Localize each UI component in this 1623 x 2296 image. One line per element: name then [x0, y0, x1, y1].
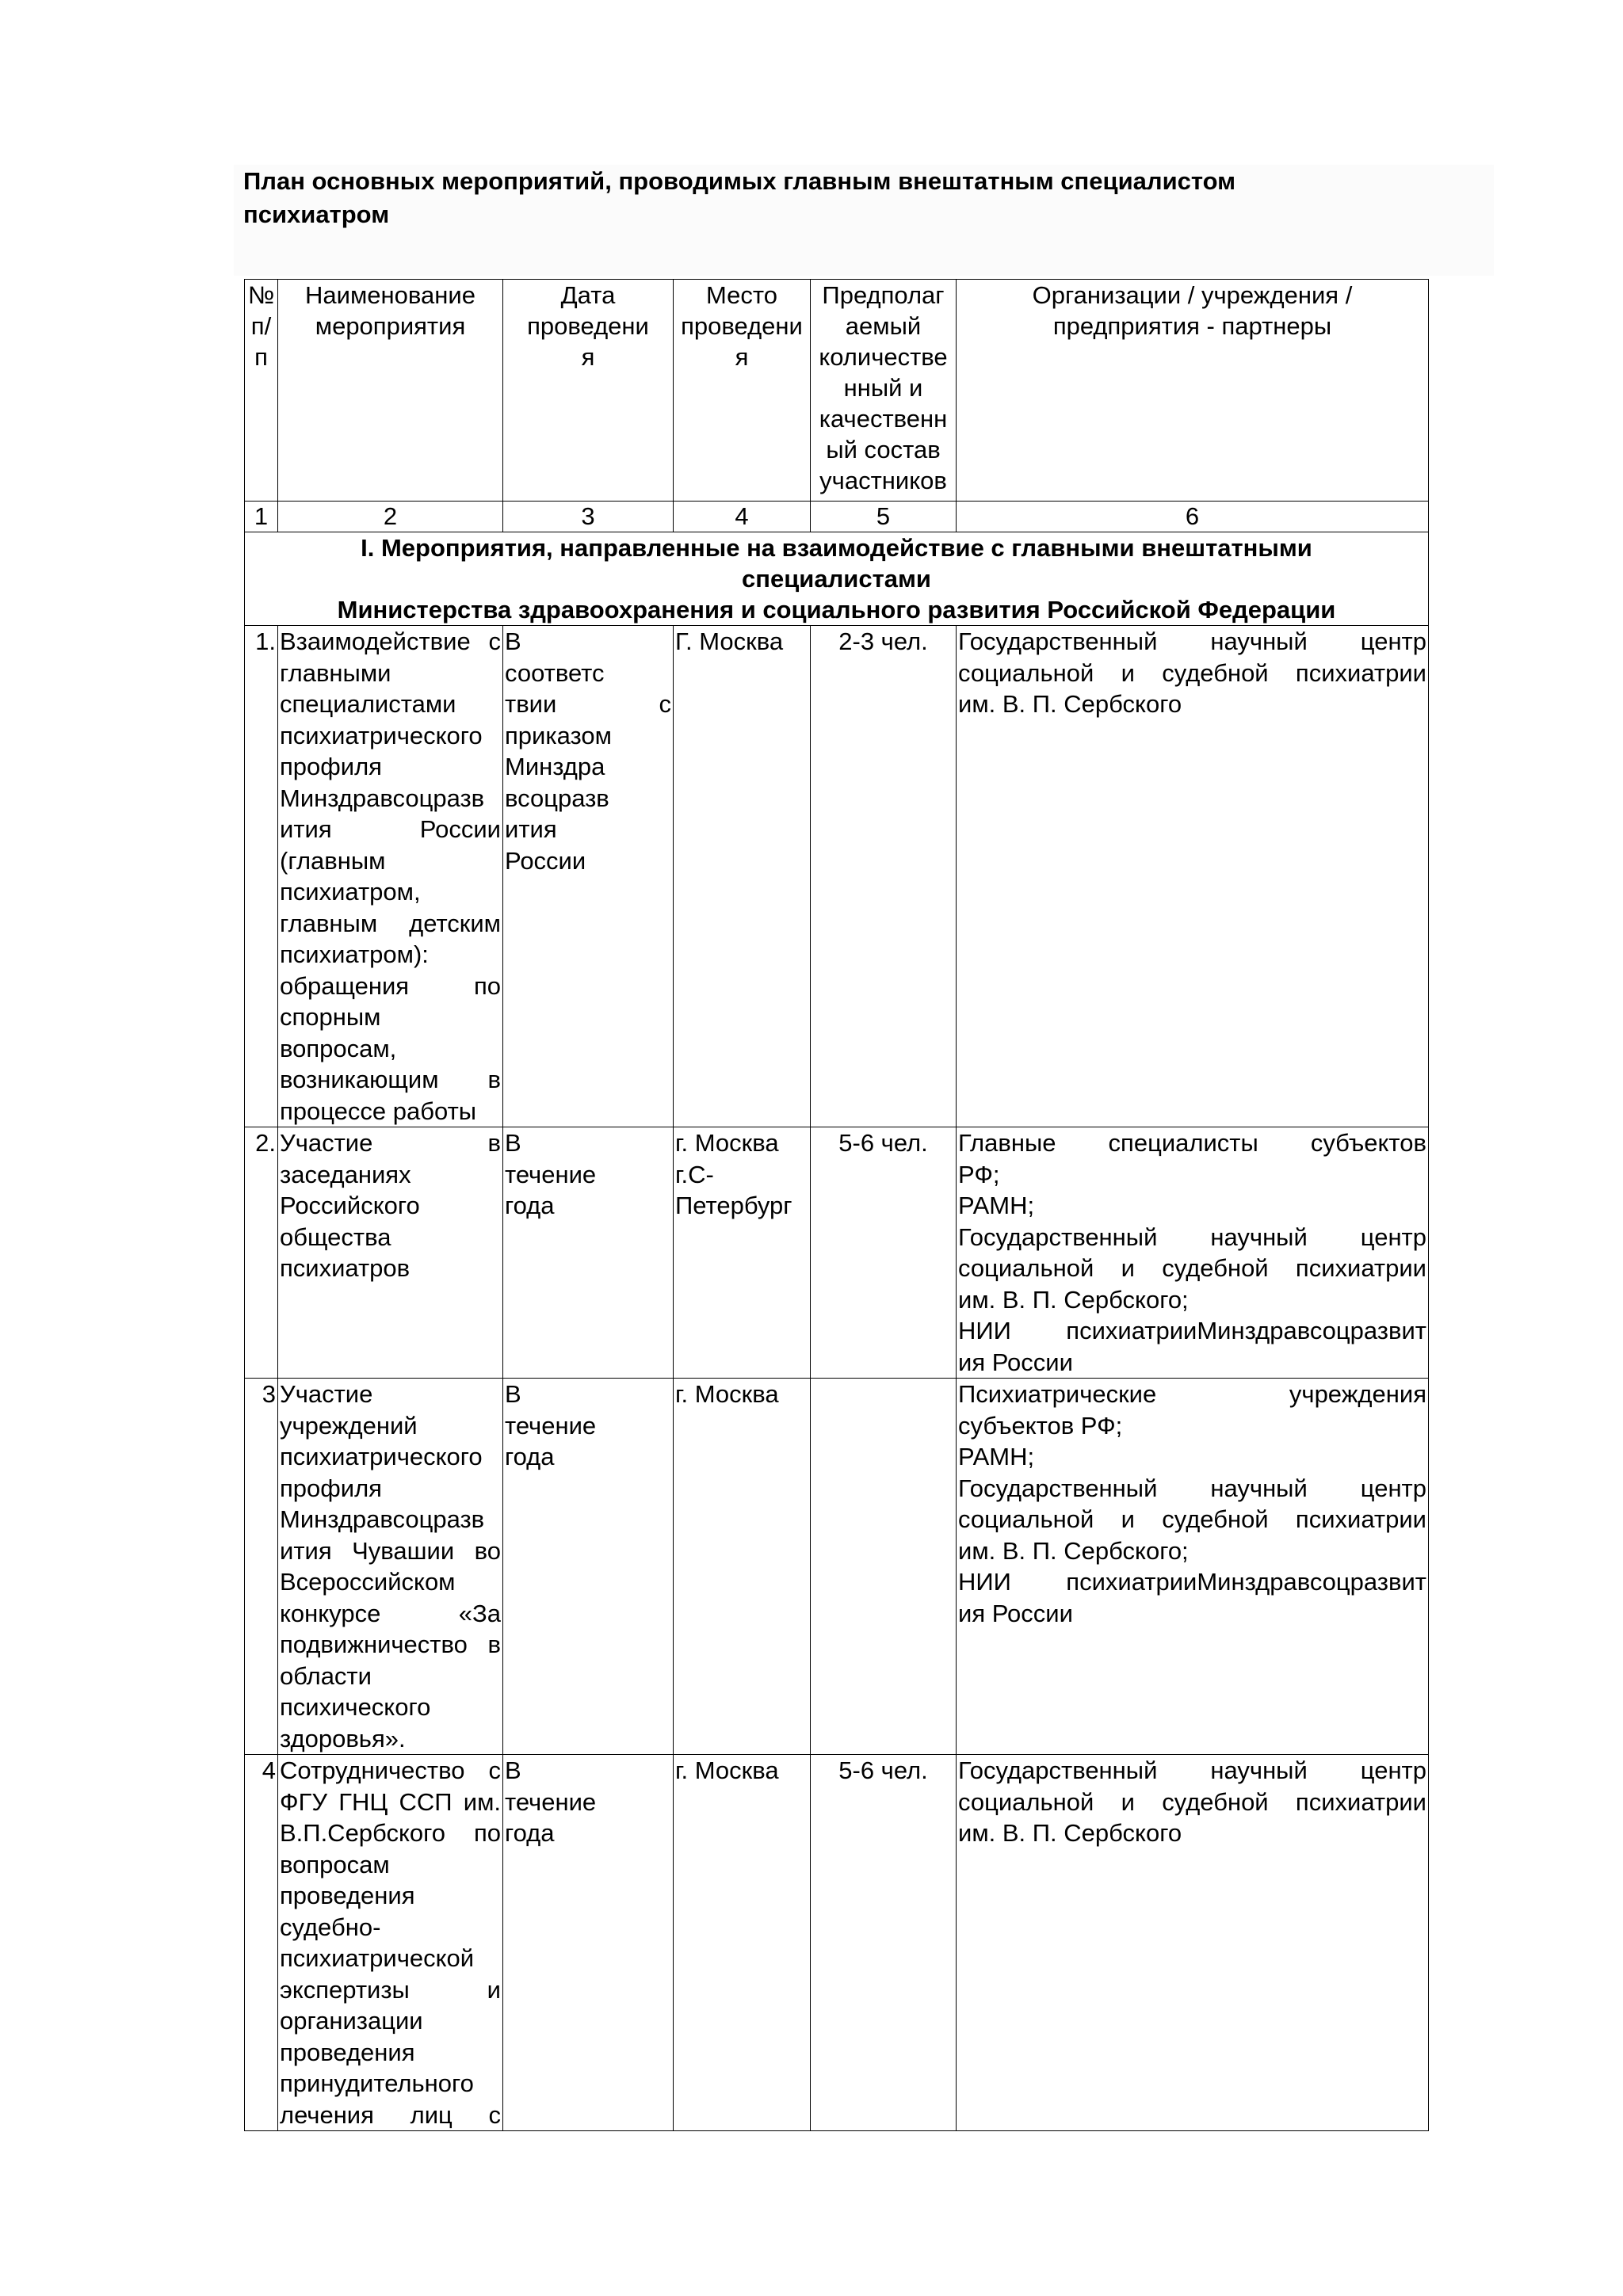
cell-text-line: № — [247, 281, 275, 309]
cell-text-line: психиатров — [280, 1254, 411, 1282]
partner-organizations — [957, 1755, 1429, 2131]
cell-text-line: Государственный научный центр — [958, 1756, 1426, 1784]
cell-text-line: конкурсе «За — [280, 1599, 501, 1627]
cell-text-line: течение — [505, 1411, 597, 1440]
cell-text-line: Предполаг — [822, 281, 945, 309]
cell-text-line: участников — [819, 467, 947, 494]
cell-text-line: года — [505, 1819, 555, 1847]
cell-text-line: главными — [280, 658, 391, 687]
cell-text-line: проведени — [527, 312, 649, 340]
cell-text-line: Г. Москва — [675, 627, 784, 655]
cell-text-line: Участие — [280, 1380, 373, 1408]
event-place — [674, 1379, 811, 1755]
event-date — [503, 1127, 674, 1379]
cell-text-line: вопросам — [280, 1850, 390, 1878]
cell-text-line: количестве — [819, 343, 948, 371]
partner-organizations — [957, 626, 1429, 1127]
participants-count: 5-6 чел. — [811, 1755, 957, 2131]
cell-text-line: социальной и судебной психиатрии — [958, 658, 1426, 687]
row-number: 4 — [245, 1755, 278, 2131]
event-date — [503, 1379, 674, 1755]
cell-text-line: социальной и судебной психиатрии — [958, 1787, 1426, 1816]
cell-text-line: ФГУ ГНЦ ССП им. — [280, 1787, 501, 1816]
cell-text-line: обращения по — [280, 971, 501, 1000]
header-event-name — [278, 280, 503, 502]
table-row — [245, 1127, 1429, 1379]
cell-text-line: Государственный научный центр — [958, 1222, 1426, 1251]
column-number: 3 — [503, 502, 674, 532]
cell-text-line: социальной и судебной психиатрии — [958, 1254, 1426, 1282]
cell-text-line: психиатрического — [280, 1443, 483, 1470]
cell-text-line: Государственный научный центр — [958, 627, 1426, 655]
cell-text-line: им. В. П. Сербского — [958, 1819, 1182, 1847]
cell-text-line: вопросам, — [280, 1034, 397, 1062]
cell-text-line: ития Чувашии во — [280, 1536, 501, 1565]
cell-text-line: В — [505, 1380, 521, 1408]
cell-text-line: аемый — [845, 312, 922, 340]
header-row — [245, 280, 1429, 502]
section-heading — [245, 532, 1429, 626]
event-name — [278, 1755, 503, 2131]
cell-text-line: Всероссийском — [280, 1568, 456, 1596]
cell-text-line: процессе работы — [280, 1097, 477, 1125]
cell-text-line: г. Москва — [675, 1129, 779, 1157]
cell-text-line: предприятия - партнеры — [1052, 312, 1332, 340]
cell-text-line: я — [581, 343, 595, 371]
cell-text-line: ый состав — [826, 436, 941, 463]
cell-text-line: специалистами — [280, 690, 456, 718]
section-heading-line-1: I. Мероприятия, направленные на взаимодействие с главными внештатными — [361, 534, 1312, 562]
row-number: 2. — [245, 1127, 278, 1379]
event-place — [674, 626, 811, 1127]
table-row — [245, 1379, 1429, 1755]
cell-text-line: Главные специалисты субъектов — [958, 1129, 1426, 1157]
cell-text-line: подвижничество в — [280, 1630, 501, 1658]
participants-count — [811, 1379, 957, 1755]
header-partners — [957, 280, 1429, 502]
header-place — [674, 280, 811, 502]
cell-text-line: твии с — [505, 690, 671, 718]
row-number: 3 — [245, 1379, 278, 1755]
partner-organizations — [957, 1127, 1429, 1379]
cell-text-line: НИИ психиатрииМинздравсоцразвит — [958, 1317, 1426, 1344]
title-line-1: План основных мероприятий, проводимых главным внештатным специалистом — [243, 167, 1236, 195]
cell-text-line: В.П.Сербского по — [280, 1819, 501, 1847]
cell-text-line: принудительного — [280, 2069, 474, 2097]
cell-text-line: ития России — [280, 815, 501, 843]
cell-text-line: РФ; — [958, 1160, 1000, 1188]
cell-text-line: ития — [505, 815, 557, 843]
cell-text-line: возникающим в — [280, 1066, 501, 1093]
cell-text-line: В — [505, 627, 521, 655]
header-date — [503, 280, 674, 502]
cell-text-line: профиля — [280, 753, 382, 780]
title-line-2: психиатром — [243, 200, 390, 228]
column-number: 2 — [278, 502, 503, 532]
cell-text-line: (главным — [280, 846, 386, 875]
event-name — [278, 626, 503, 1127]
cell-text-line: качественн — [819, 405, 948, 433]
cell-text-line: п/ — [250, 312, 272, 340]
cell-text-line: экспертизы и — [280, 1975, 501, 2004]
cell-text-line: течение — [505, 1160, 597, 1188]
cell-text-line: заседаниях — [280, 1160, 411, 1188]
column-number: 1 — [245, 502, 278, 532]
cell-text-line: соответс — [505, 658, 605, 687]
cell-text-line: здоровья». — [280, 1724, 406, 1753]
event-date — [503, 626, 674, 1127]
cell-text-line: им. В. П. Сербского; — [958, 1536, 1189, 1565]
cell-text-line: Минздра — [505, 753, 605, 780]
cell-text-line: проведени — [681, 312, 803, 340]
cell-text-line: всоцразв — [505, 784, 609, 812]
cell-text-line: психиатром): — [280, 940, 429, 968]
cell-text-line: п — [254, 343, 268, 371]
cell-text-line: Российского — [280, 1192, 420, 1219]
cell-text-line: проведения — [280, 1882, 415, 1909]
header-participants — [811, 280, 957, 502]
cell-text-line: РАМН; — [958, 1192, 1035, 1219]
cell-text-line: лечения лиц с — [280, 2100, 501, 2129]
participants-count: 2-3 чел. — [811, 626, 957, 1127]
cell-text-line: психиатрической — [280, 1944, 475, 1972]
cell-text-line: субъектов РФ; — [958, 1411, 1123, 1440]
cell-text-line: НИИ психиатрииМинздравсоцразвит — [958, 1568, 1426, 1596]
cell-text-line: Минздравсоцразв — [280, 784, 485, 812]
cell-text-line: года — [505, 1443, 555, 1470]
cell-text-line: общества — [280, 1222, 391, 1251]
partner-organizations — [957, 1379, 1429, 1755]
cell-text-line: психиатром, — [280, 878, 421, 906]
cell-text-line: спорным — [280, 1003, 381, 1031]
cell-text-line: Место — [705, 281, 777, 309]
participants-count: 5-6 чел. — [811, 1127, 957, 1379]
events-plan-table — [244, 279, 1429, 2131]
cell-text-line: Наименование — [305, 281, 475, 309]
cell-text-line: нный и — [843, 374, 923, 402]
cell-text-line: судебно- — [280, 1913, 381, 1941]
section-heading-line-3: Министерства здравоохранения и социального развития Российской Федерации — [337, 596, 1336, 624]
cell-text-line: В — [505, 1129, 521, 1157]
cell-text-line: проведения — [280, 2038, 415, 2066]
cell-text-line: г.С- — [675, 1160, 714, 1188]
event-place — [674, 1127, 811, 1379]
cell-text-line: Минздравсоцразв — [280, 1505, 485, 1533]
cell-text-line: Организации / учреждения / — [1032, 281, 1353, 309]
table-row — [245, 1755, 1429, 2131]
header-number — [245, 280, 278, 502]
section-heading-row — [245, 532, 1429, 626]
row-number: 1. — [245, 626, 278, 1127]
event-name — [278, 1379, 503, 1755]
cell-text-line: В — [505, 1756, 521, 1784]
cell-text-line: России — [505, 846, 586, 875]
cell-text-line: Участие в — [280, 1129, 501, 1157]
cell-text-line: ия России — [958, 1599, 1073, 1627]
cell-text-line: им. В. П. Сербского — [958, 690, 1182, 718]
cell-text-line: г. Москва — [675, 1380, 779, 1408]
cell-text-line: ия России — [958, 1348, 1073, 1376]
cell-text-line: я — [735, 343, 749, 371]
column-number: 4 — [674, 502, 811, 532]
event-name — [278, 1127, 503, 1379]
cell-text-line: организации — [280, 2007, 423, 2035]
event-place — [674, 1755, 811, 2131]
cell-text-line: Взаимодействие с — [280, 627, 501, 655]
column-numbers-row — [245, 502, 1429, 532]
cell-text-line: области — [280, 1661, 372, 1690]
cell-text-line: психиатрического — [280, 721, 483, 749]
cell-text-line: профиля — [280, 1474, 382, 1502]
cell-text-line: главным детским — [280, 909, 501, 937]
cell-text-line: года — [505, 1192, 555, 1219]
cell-text-line: Психиатрические учреждения — [958, 1380, 1426, 1408]
document-title — [243, 165, 1432, 231]
column-number: 6 — [957, 502, 1429, 532]
cell-text-line: течение — [505, 1787, 597, 1816]
cell-text-line: психического — [280, 1693, 431, 1721]
cell-text-line: им. В. П. Сербского; — [958, 1285, 1189, 1314]
cell-text-line: социальной и судебной психиатрии — [958, 1505, 1426, 1533]
cell-text-line: г. Москва — [675, 1756, 779, 1784]
cell-text-line: Сотрудничество с — [280, 1756, 501, 1784]
column-number: 5 — [811, 502, 957, 532]
cell-text-line: мероприятия — [315, 312, 466, 340]
cell-text-line: РАМН; — [958, 1443, 1035, 1470]
cell-text-line: Дата — [560, 281, 616, 309]
section-heading-line-2: специалистами — [742, 565, 931, 593]
event-date — [503, 1755, 674, 2131]
cell-text-line: Государственный научный центр — [958, 1474, 1426, 1502]
table-row — [245, 626, 1429, 1127]
cell-text-line: приказом — [505, 721, 612, 749]
cell-text-line: учреждений — [280, 1411, 418, 1440]
cell-text-line: Петербург — [675, 1192, 792, 1219]
